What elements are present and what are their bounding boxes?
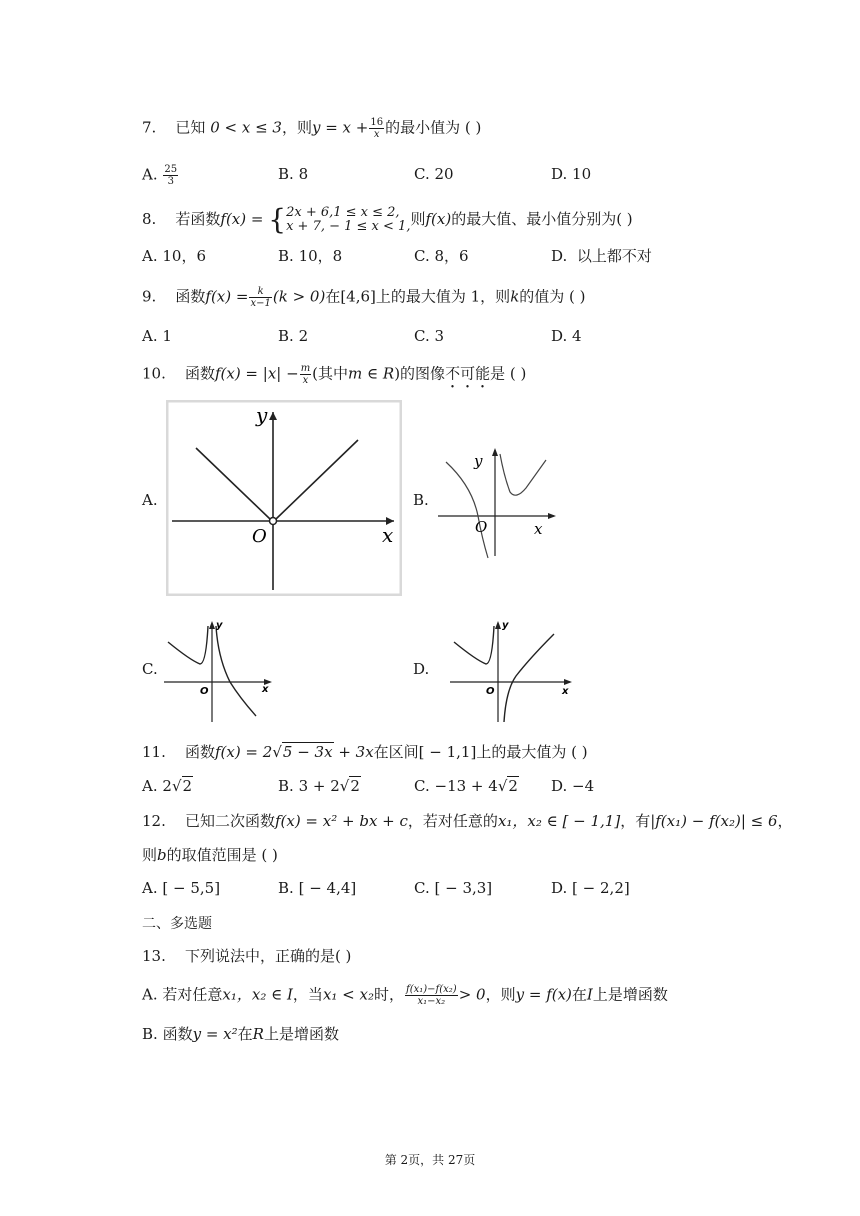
option-math: R <box>252 1025 264 1043</box>
option-label: A. <box>142 247 158 265</box>
q12-expression: f(x) = x² + bx + c <box>274 812 408 830</box>
option-text: −13 + 4 <box>434 777 498 795</box>
q10-option-c-label[interactable]: C. <box>142 660 158 678</box>
option-text: 2 <box>298 327 309 345</box>
q13-stem-text: 下列说法中，正确的是( ) <box>184 947 352 965</box>
q8-stem-end: 的最大值、最小值分别为( ) <box>451 210 633 228</box>
option-text: 2 <box>162 777 172 795</box>
q7-option-a[interactable] <box>142 164 179 187</box>
graph-right-branch <box>216 626 256 716</box>
q12-line2-end: 的取值范围是 ( ) <box>166 846 278 864</box>
q12-stem-end: ， <box>777 812 793 830</box>
question-7 <box>142 117 481 140</box>
q7-stem-text: 已知 <box>175 118 206 137</box>
option-text: 上是增函数 <box>592 985 668 1004</box>
q12-option-c[interactable] <box>414 878 492 898</box>
option-label: B. <box>278 777 294 795</box>
option-text: 10，6 <box>162 247 207 265</box>
option-text: ，则 <box>485 985 516 1004</box>
q12-option-a[interactable] <box>142 878 220 898</box>
q7-stem-end: 的最小值为 ( ) <box>385 118 482 137</box>
option-text: 函数 <box>162 1025 193 1043</box>
q7-stem-mid: ，则 <box>281 118 312 137</box>
y-axis-label: y <box>474 452 483 470</box>
q10-stem-text: 函数 <box>184 364 215 383</box>
q11-expression-tail: + 3x <box>333 743 374 761</box>
option-text: −4 <box>572 777 595 795</box>
q12-option-b[interactable] <box>278 878 356 898</box>
option-text: [ − 4,4] <box>298 879 357 897</box>
q10-graph-b[interactable] <box>434 446 560 562</box>
q9-stem-text: 函数 <box>175 287 206 306</box>
q10-fraction <box>300 363 311 386</box>
option-text: 若对任意 <box>162 985 223 1004</box>
option-label: C. <box>414 247 430 265</box>
y-axis-label: y <box>502 620 509 631</box>
q7-option-b[interactable] <box>278 164 308 184</box>
q12-stem-mid: ，若对任意的 <box>407 812 498 830</box>
denominator: x <box>373 129 380 140</box>
denominator: 3 <box>167 176 174 187</box>
q9-condition: (k > 0) <box>272 287 326 306</box>
q9-stem-end: 的值为 ( ) <box>519 287 586 306</box>
q12-option-d[interactable] <box>551 878 630 898</box>
q8-function-ref: f(x) <box>425 210 452 228</box>
question-number: 10. <box>142 364 166 383</box>
y-axis-arrow <box>495 621 501 629</box>
option-label: B. <box>278 165 294 183</box>
q13-option-a[interactable] <box>142 984 668 1007</box>
q9-function: f(x) = <box>205 287 249 306</box>
q11-radicand: 5 − 3x <box>282 743 333 761</box>
q12-inequality: |f(x₁) − f(x₂)| ≤ 6 <box>650 812 778 830</box>
option-text: 在 <box>237 1025 253 1043</box>
numerator: 16 <box>370 117 384 128</box>
option-label: A. <box>142 879 158 897</box>
option-math: x₁ < x₂ <box>322 985 374 1004</box>
option-text: 3 + 2 <box>298 777 340 795</box>
option-label: B. <box>278 879 294 897</box>
option-math: I <box>586 985 593 1004</box>
denominator: x−1 <box>250 298 271 309</box>
denominator: x <box>302 375 309 386</box>
q7-option-c[interactable] <box>414 164 454 184</box>
option-math: > 0 <box>458 985 486 1004</box>
option-label: D. <box>551 777 568 795</box>
q10-graph-a[interactable] <box>166 400 402 596</box>
page-footer: 第 2页，共 27页 <box>384 1153 476 1167</box>
option-fraction <box>163 164 178 187</box>
option-text: 在 <box>571 985 587 1004</box>
question-number: 7. <box>142 118 157 137</box>
x-axis-label: x <box>262 684 269 695</box>
case-2: x + 7, − 1 ≤ x < 1, <box>286 219 411 234</box>
q10-option-a-label[interactable]: A. <box>142 491 158 509</box>
question-number: 11. <box>142 743 166 761</box>
q10-condition: m ∈ R <box>348 364 395 383</box>
section-heading: 二、多选题 <box>142 916 212 932</box>
option-math: y = f(x) <box>515 985 572 1004</box>
q10-option-b-label[interactable]: B. <box>413 491 429 509</box>
q8-stem-mid: 则 <box>410 210 426 228</box>
option-label: B. <box>278 327 294 345</box>
numerator: m <box>300 363 311 374</box>
option-text: [ − 2,2] <box>572 879 630 897</box>
q9-option-a[interactable] <box>142 326 172 346</box>
q10-emphasis: 不可能 <box>445 364 491 383</box>
q7-condition: 0 < x ≤ 3 <box>210 118 282 137</box>
q12-stem-mid-2: ，有 <box>620 812 651 830</box>
option-label: C. <box>414 777 430 795</box>
q9-option-d[interactable] <box>551 326 582 346</box>
q7-expression: y = x + <box>311 118 369 137</box>
q10-graph-d[interactable] <box>446 618 578 724</box>
graph-left-branch <box>446 462 488 558</box>
y-axis-arrow <box>492 448 498 456</box>
q12-line2-text: 则 <box>142 846 158 864</box>
option-label: A. <box>142 777 158 795</box>
option-label: D. <box>551 247 568 265</box>
numerator: f(x₁)−f(x₂) <box>406 984 457 995</box>
option-math: x₁，x₂ ∈ I <box>222 985 293 1004</box>
option-text: 4 <box>572 327 582 345</box>
q8-piecewise <box>286 206 410 234</box>
q13-option-b[interactable] <box>142 1024 339 1044</box>
q12-variable: b <box>157 846 167 864</box>
graph-frame <box>167 401 401 595</box>
option-fraction <box>405 984 458 1007</box>
x-axis-arrow <box>564 679 572 685</box>
x-axis-label: x <box>562 686 569 697</box>
origin-label: O <box>200 686 209 697</box>
q11-expression: f(x) = 2 <box>214 743 273 761</box>
option-text: 1 <box>162 327 172 345</box>
graph-left-branch <box>168 626 208 664</box>
denominator: x₁−x₂ <box>417 996 446 1007</box>
option-label: D. <box>551 879 568 897</box>
option-text: 10 <box>572 165 592 183</box>
q7-fraction <box>369 117 384 140</box>
option-math: y = x² <box>192 1025 238 1043</box>
y-axis-arrow <box>209 621 215 629</box>
origin-label: O <box>475 518 488 536</box>
question-9 <box>142 286 586 309</box>
option-text: [ − 3,3] <box>434 879 493 897</box>
x-axis-label: x <box>382 523 394 547</box>
origin-label: O <box>252 526 267 547</box>
case-1: 2x + 6,1 ≤ x ≤ 2, <box>286 205 400 220</box>
option-label: A. <box>142 165 158 184</box>
q9-variable: k <box>510 287 520 306</box>
y-axis-label: y <box>216 620 223 631</box>
option-text: 8 <box>298 165 309 183</box>
question-number: 8. <box>142 210 157 228</box>
question-12 <box>142 811 793 831</box>
option-label: A. <box>142 985 158 1004</box>
option-text: 8，6 <box>434 247 469 265</box>
q8-option-b[interactable] <box>278 246 342 266</box>
q11-stem-end: 在区间[ − 1,1]上的最大值为 ( ) <box>373 743 588 761</box>
q10-stem-mid: )的图像 <box>394 364 446 383</box>
q11-option-c[interactable]: C. −13 + 4√2 <box>414 777 518 795</box>
q8-option-c[interactable] <box>414 246 469 266</box>
graph-left-branch <box>454 626 494 664</box>
q10-paren-open: (其中 <box>312 364 349 383</box>
q9-fraction <box>249 286 271 309</box>
option-text: 时， <box>374 985 405 1004</box>
x-axis-arrow <box>548 513 556 519</box>
origin-label: O <box>486 686 495 697</box>
numerator: k <box>249 286 271 298</box>
open-point <box>270 518 277 525</box>
q7-option-d[interactable] <box>551 164 591 184</box>
q9-stem-mid: 在[4,6]上的最大值为 1，则 <box>325 287 511 306</box>
option-label: B. <box>142 1025 158 1043</box>
option-text: 10，8 <box>298 247 343 265</box>
q12-variables: x₁，x₂ ∈ [ − 1,1] <box>497 812 621 830</box>
question-number: 12. <box>142 812 166 830</box>
option-text: 3 <box>434 327 445 345</box>
q9-option-c[interactable] <box>414 326 444 346</box>
q9-option-b[interactable] <box>278 326 308 346</box>
q8-option-a[interactable] <box>142 246 206 266</box>
option-text: ，当 <box>292 985 323 1004</box>
q11-stem-text: 函数 <box>184 743 215 761</box>
q10-function: f(x) = |x| − <box>214 364 299 383</box>
question-10 <box>142 363 526 392</box>
q8-option-d[interactable] <box>551 246 652 266</box>
question-number: 13. <box>142 947 166 965</box>
q10-graph-c[interactable] <box>160 618 276 724</box>
option-label: C. <box>414 165 430 183</box>
option-radicand: 2 <box>350 777 360 795</box>
q12-stem-text: 已知二次函数 <box>184 812 275 830</box>
option-label: D. <box>551 327 568 345</box>
q10-option-d-label[interactable]: D. <box>413 660 430 678</box>
question-8 <box>142 203 633 236</box>
q10-stem-end: 是 ( ) <box>490 364 527 383</box>
q8-function: f(x) = <box>220 210 264 228</box>
option-label: D. <box>551 165 568 183</box>
q11-option-d[interactable] <box>551 776 594 796</box>
q11-option-b[interactable]: B. 3 + 2√2 <box>278 777 360 795</box>
option-radicand: 2 <box>508 777 518 795</box>
numerator: 25 <box>164 164 178 175</box>
question-11: 11. 函数f(x) = 2√5 − 3x + 3x在区间[ − 1,1]上的最大值为 ( ) <box>142 743 588 761</box>
option-label: A. <box>142 327 158 345</box>
y-axis-label: y <box>256 403 268 427</box>
question-number: 9. <box>142 287 157 306</box>
option-text: [ − 5,5] <box>162 879 221 897</box>
brace-symbol: { <box>268 203 287 236</box>
graph-right-branch <box>500 454 546 495</box>
option-text: 20 <box>434 165 454 183</box>
option-label: B. <box>278 247 294 265</box>
option-label: C. <box>414 327 430 345</box>
x-axis-label: x <box>534 520 543 538</box>
option-radicand: 2 <box>182 777 193 795</box>
option-text: 以上都不对 <box>576 247 652 265</box>
option-label: C. <box>414 879 430 897</box>
graph-right-branch <box>504 634 554 722</box>
q12-line-2 <box>142 845 278 865</box>
option-text: 上是增函数 <box>263 1025 339 1043</box>
q8-stem-text: 若函数 <box>175 210 221 228</box>
q11-option-a[interactable]: A. 2√2 <box>142 777 193 795</box>
question-13 <box>142 946 351 966</box>
